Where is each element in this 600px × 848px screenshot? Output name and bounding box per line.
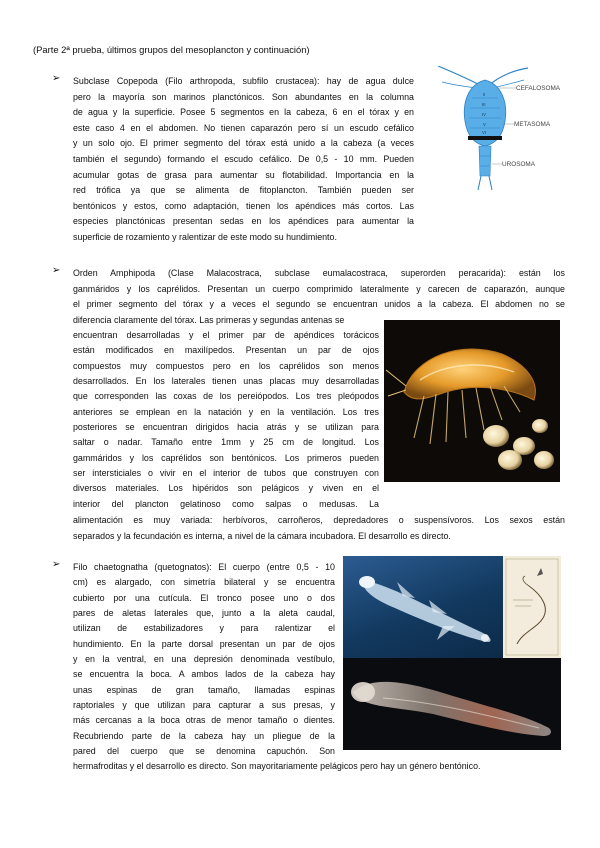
- text-line: raptoriales y que utilizan para capturar a sus presas, y: [73, 700, 335, 711]
- text-line: especies planctónicas presentan sedas en los apéndices para aumentar la: [73, 216, 414, 227]
- text-line: saltar o nadar. Tamaño entre 1mm y 25 cm de longitud. Los: [73, 437, 379, 448]
- text-line: unas espinas de gran tamaño, llamadas espinas: [73, 684, 335, 695]
- text-line: Subclase Copepoda (Filo arthropoda, subfilo crustacea): hay de agua dulce: [73, 76, 414, 86]
- text-line: y un solo ojo. El primer segmento del tórax está unido a la cabeza (a veces: [73, 138, 414, 149]
- text-line: también el segundo) formando el escudo cefálico. De 0,5 - 10 mm. Pueden: [73, 153, 414, 164]
- text-line: Recubriendo parte de la cabeza hay un pliegue de la: [73, 730, 335, 741]
- text-line: alimentación es muy variada: herbívoros, carroñeros, depredadores o suspensívoros. Los sexos están: [73, 515, 565, 525]
- label-urosoma: UROSOMA: [502, 161, 536, 168]
- copepoda-paragraph: [73, 74, 414, 246]
- text-line: este caso 4 en el abdomen. No tienen caparazón pero sí un escudo cefálico: [73, 122, 414, 133]
- bullet-copepoda: ➢: [52, 73, 61, 84]
- text-line: cm) es alargado, con simetría bilateral y se encuentra: [73, 577, 335, 588]
- text-line: ganmáridos y los caprélidos. Presentan un cuerpo comprimido lateralmente y carecen de caparazón, aunque: [73, 283, 565, 294]
- page-header: (Parte 2ª prueba, últimos grupos del mesoplancton y continuación): [33, 44, 310, 55]
- text-line: diversos materiales. Los hipéridos son pelágicos y viven en el: [73, 483, 379, 494]
- copepod-diagram: [432, 66, 572, 224]
- text-line: gammáridos y los caprélidos son bentónicos. Los primeros pueden: [73, 452, 379, 463]
- text-line: acumular gotas de grasa para aumentar su flotabilidad. Importancia en la: [73, 169, 414, 180]
- text-line: más cercanas a la boca otras de menor tamaño o dientes.: [73, 715, 335, 726]
- text-line: diferencia claramente del tórax. Las primeras y segundas antenas se: [73, 314, 345, 325]
- text-line: compuestos muy compuestos pero en los caprélidos son menos: [73, 360, 379, 371]
- text-line: pares de aletas laterales que, junto a la aleta caudal,: [73, 608, 335, 619]
- text-line: posteriores se encuentran dirigidos hacia atrás y se utilizan para: [73, 422, 379, 433]
- chaetognatha-body: [73, 560, 335, 759]
- text-line: desarrollados. En los laterales tienen unas placas muy desarrolladas: [73, 376, 379, 387]
- text-line: utilizan de estabilizadores y para ralentizar el: [73, 623, 335, 634]
- svg-text:II: II: [483, 92, 486, 97]
- text-line: el primer segmento del tórax y a veces el segundo se encuentran unidos a la cabeza. El abdomen no se: [73, 299, 565, 310]
- amphipoda-body: [73, 328, 379, 512]
- text-line: anteriores se emplean en la natación y en la ventilación. Los tres: [73, 406, 379, 417]
- text-line: que corresponden las coxas de los pereiópodos. Los tres pleópodos: [73, 391, 379, 402]
- text-line: bentónicos y estos, como adaptación, tienen los apéndices más cortos. Las: [73, 200, 414, 211]
- svg-text:VI: VI: [482, 130, 486, 135]
- text-line: y en la ventral, en una depresión denominada vestíbulo,: [73, 654, 335, 665]
- svg-text:V: V: [483, 122, 486, 127]
- bullet-amphipoda: ➢: [52, 265, 61, 276]
- bullet-chaetognatha: ➢: [52, 559, 61, 570]
- text-line: cubierto por una cutícula. El tronco posee uno o dos: [73, 592, 335, 603]
- chaetognath-photo-blue: [343, 556, 503, 658]
- text-line: interior del plancton gelatinoso como salpas o medusas. La: [73, 498, 379, 509]
- chaetognatha-tail: [73, 759, 565, 775]
- text-line: separados y la fecundación es interna, a nivel de la cámara incubadora. El desarrollo es directo.: [73, 530, 451, 541]
- chaetognath-drawing: [503, 556, 561, 658]
- text-line: hundimiento. En la parte dorsal presentan un par de ojos: [73, 638, 335, 649]
- chaetognath-photo-dark: [343, 658, 561, 750]
- text-line: red trófica ya que se alimenta de fitoplancton. También pueden ser: [73, 185, 414, 196]
- text-line: de agua y la superficie. Posee 5 segmentos en la cabeza, 6 en el tórax y en: [73, 107, 414, 118]
- text-line: ser intersticiales o vivir en el interior de tubos que construyen con: [73, 468, 379, 479]
- label-cefalosoma: CEFALOSOMA: [516, 85, 561, 92]
- svg-text:III: III: [482, 102, 486, 107]
- text-line: superficie de rozamiento y ralentizar de este modo su hundimiento.: [73, 231, 337, 242]
- text-line: hermafroditas y el desarrollo es directo. Son mayoritariamente pelágicos pero hay un género bentónico.: [73, 761, 481, 771]
- text-line: se encuentra la boca. A ambos lados de la cabeza hay: [73, 669, 335, 680]
- text-line: Orden Amphipoda (Clase Malacostraca, subclase eumalacostraca, superorden peracarida): están los: [73, 268, 565, 278]
- label-metasoma: METASOMA: [514, 121, 551, 128]
- text-line: están modificados en maxilípedos. Presentan un par de ojos: [73, 345, 379, 356]
- text-line: Filo chaetognatha (quetognatos): El cuerpo (entre 0,5 - 10: [73, 562, 335, 572]
- amphipoda-tail: [73, 513, 565, 544]
- text-line: pared del cuerpo que se denomina capuchón. Son: [73, 746, 335, 757]
- svg-text:IV: IV: [482, 112, 486, 117]
- text-line: pero la mayoría son marinos planctónicos. Son abundantes en la columna: [73, 91, 414, 102]
- amphipod-photo: [384, 320, 560, 482]
- text-line: encuentran desarrolladas y el primer par de apéndices torácicos: [73, 330, 379, 340]
